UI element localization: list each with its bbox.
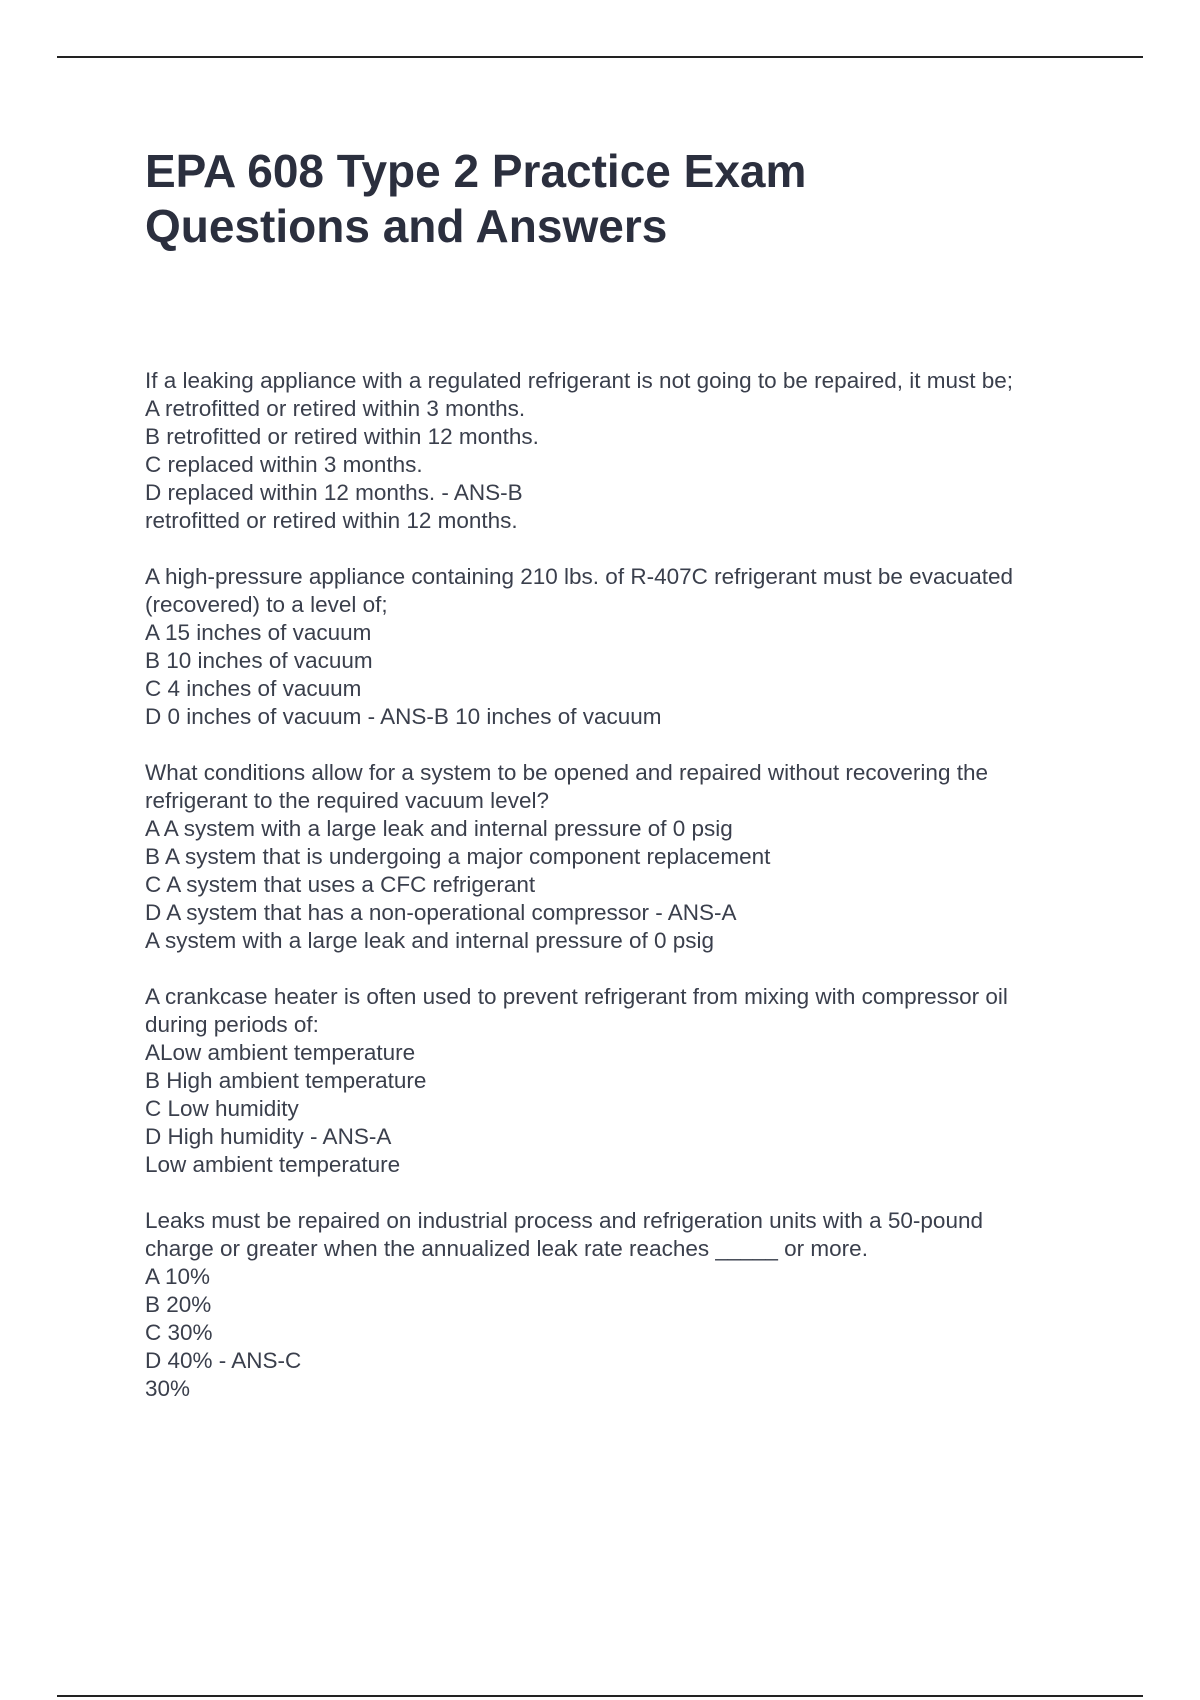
answer-option-d: D 0 inches of vacuum - ANS-B 10 inches of vacuum [145, 704, 662, 729]
answer-explanation: 30% [145, 1376, 191, 1401]
answer-option-c: C A system that uses a CFC refrigerant [145, 872, 536, 897]
question-text: charge or greater when the annualized leak rate reaches _____ or more. [145, 1236, 868, 1261]
answer-explanation: A system with a large leak and internal pressure of 0 psig [145, 928, 715, 953]
answer-option-b: B 10 inches of vacuum [145, 648, 373, 673]
top-rule [57, 56, 1143, 58]
answer-option-b: B 20% [145, 1292, 212, 1317]
answer-option-a: A A system with a large leak and internal pressure of 0 psig [145, 816, 733, 841]
question-block-1 [145, 367, 1145, 535]
bottom-rule [57, 1695, 1143, 1697]
question-text: A high-pressure appliance containing 210 lbs. of R-407C refrigerant must be evacuated [145, 564, 1014, 589]
answer-option-c: C 4 inches of vacuum [145, 676, 362, 701]
question-text: during periods of: [145, 1012, 319, 1037]
question-text: A crankcase heater is often used to prevent refrigerant from mixing with compressor oil [145, 984, 1008, 1009]
answer-option-a: A retrofitted or retired within 3 months. [145, 396, 526, 421]
answer-option-b: B High ambient temperature [145, 1068, 427, 1093]
answer-option-a: A 10% [145, 1264, 211, 1289]
question-block-4 [145, 983, 1145, 1179]
answer-option-d: D A system that has a non-operational compressor - ANS-A [145, 900, 737, 925]
question-text: Leaks must be repaired on industrial process and refrigeration units with a 50-pound [145, 1208, 983, 1233]
question-text: If a leaking appliance with a regulated refrigerant is not going to be repaired, it must be; [145, 368, 1014, 393]
answer-option-a: ALow ambient temperature [145, 1040, 416, 1065]
answer-explanation: retrofitted or retired within 12 months. [145, 508, 518, 533]
question-list [145, 367, 1145, 1431]
answer-option-c: C replaced within 3 months. [145, 452, 423, 477]
answer-option-d: D 40% - ANS-C [145, 1348, 302, 1373]
answer-option-b: B A system that is undergoing a major component replacement [145, 844, 771, 869]
answer-option-b: B retrofitted or retired within 12 months. [145, 424, 539, 449]
page-title [145, 144, 1105, 254]
answer-option-a: A 15 inches of vacuum [145, 620, 372, 645]
title-line: EPA 608 Type 2 Practice Exam [145, 145, 807, 197]
question-block-3 [145, 759, 1145, 955]
question-block-5 [145, 1207, 1145, 1403]
question-text: What conditions allow for a system to be opened and repaired without recovering the [145, 760, 988, 785]
question-text: refrigerant to the required vacuum level? [145, 788, 549, 813]
answer-option-d: D replaced within 12 months. - ANS-B [145, 480, 523, 505]
answer-option-c: C Low humidity [145, 1096, 299, 1121]
answer-explanation: Low ambient temperature [145, 1152, 401, 1177]
title-line: Questions and Answers [145, 200, 668, 252]
question-block-2 [145, 563, 1145, 731]
question-text: (recovered) to a level of; [145, 592, 388, 617]
answer-option-c: C 30% [145, 1320, 213, 1345]
answer-option-d: D High humidity - ANS-A [145, 1124, 392, 1149]
